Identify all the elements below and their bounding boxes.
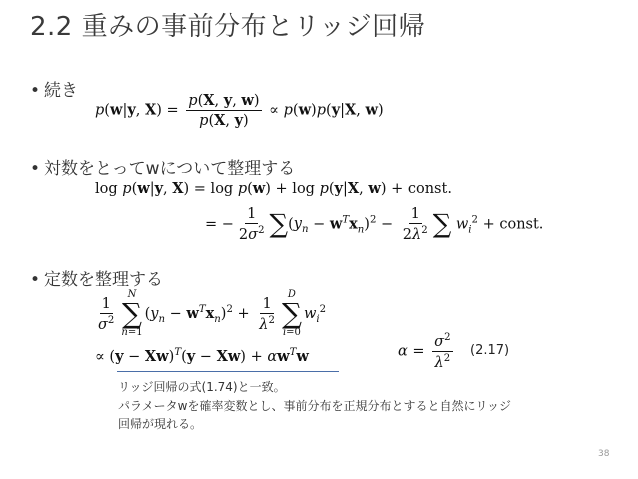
bullet-log xyxy=(30,154,295,179)
bullet-text: 対数をとってwについて整理する xyxy=(44,159,296,179)
bayes-equation: p(w|y, X) = $\frac{p(X, y, w)}{p(X, y)}$ ∝ p(w)p(y|X, w) xyxy=(95,92,384,129)
bullet-dot: • xyxy=(30,270,41,290)
note-line-2: パラメータwを確率変数とし、事前分布を正規分布とすると自然にリッジ xyxy=(118,399,511,413)
bullet-constants xyxy=(30,265,163,290)
bullet-dot: • xyxy=(30,81,41,101)
log-equation-line1: log p(w|y, X) = log p(w) + log p(y|X, w) + const. xyxy=(95,180,452,197)
log-equation-line2: = − $\frac{1}{2\sigma^2}$ $\sum(y_n - w^Tx_n)^2$ − $\frac{1}{2\lambda^2}$ ∑ $w_i^2$ + const. xyxy=(205,206,544,243)
ridge-equation-line1: $\frac{1}{\sigma^2}$ N ∑ n=1 $(y_n - w^Tx_n)^2$ + $\frac{1}{\lambda^2}$ D ∑ i=0 $w_i^2$ xyxy=(98,289,327,338)
bullet-continued xyxy=(30,76,78,101)
bullet-text: 定数を整理する xyxy=(44,270,163,290)
bullet-text: 続き xyxy=(44,81,78,101)
ridge-equation-line2: ∝ $(y - Xw)^T(y - Xw) + \alpha w^Tw$ xyxy=(95,347,309,365)
note-line-1: リッジ回帰の式(1.74)と一致。 xyxy=(118,380,286,394)
divider-line xyxy=(117,371,339,372)
alpha-definition: α = $\frac{\sigma^2}{\lambda^2}$ xyxy=(398,332,451,371)
page-number: 38 xyxy=(598,449,610,459)
note-line-3: 回帰が現れる。 xyxy=(118,417,203,431)
equation-number: (2.17) xyxy=(470,343,510,358)
slide-title: 2.2 重みの事前分布とリッジ回帰 xyxy=(30,12,426,42)
bayes-fraction: $\frac{p(X, y, w)}{p(X, y)}$ xyxy=(188,92,260,129)
bullet-dot: • xyxy=(30,159,41,179)
